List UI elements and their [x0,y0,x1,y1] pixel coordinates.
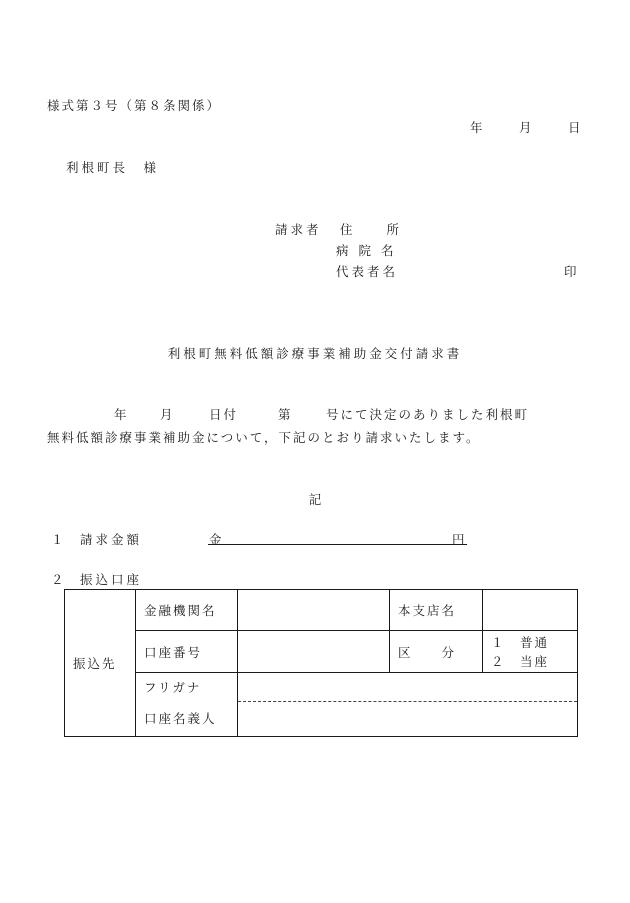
body-month: 月 [160,407,173,422]
body-number-prefix: 第 [278,407,291,422]
ki-heading: 記 [308,492,322,507]
body-line1-text: 号にて決定のありました利根町 [326,407,530,422]
item1-number: １ [51,532,64,547]
transfer-destination-label: 振込先 [65,590,136,737]
requester-hospital-name-label: 病 院 名 [336,243,397,258]
furigana-divider [238,701,577,702]
addressee: 利根町長 様 [66,160,160,175]
table-row-holder [65,701,578,737]
item1-label: 請求金額 [80,532,143,547]
table-row-bank [65,590,578,631]
account-holder-label: 口座名義人 [136,701,238,737]
body-year: 年 [114,407,127,422]
item2-number: ２ [51,572,64,587]
table-row-furigana [65,673,578,701]
bank-name-label: 金融機関名 [136,590,238,631]
bank-account-table [64,589,578,737]
account-type-label: 区 分 [390,631,483,673]
date-month: 月 [519,120,532,135]
amount-underline [208,544,467,545]
document-title: 利根町無料低額診療事業補助金交付請求書 [167,346,463,361]
date-year: 年 [470,120,483,135]
requester-representative-label: 代表者名 [336,264,399,279]
item2-label: 振込口座 [80,572,143,587]
body-date-suffix: 日付 [209,407,239,422]
account-type-options[interactable] [483,631,578,673]
account-number-field[interactable] [238,631,390,673]
requester-address-label: 住 所 [340,222,403,237]
account-number-label: 口座番号 [136,631,238,673]
branch-field[interactable] [483,590,578,631]
account-holder-field[interactable] [238,701,578,737]
form-number: 様式第３号（第８条関係） [47,98,222,113]
furigana-field[interactable] [238,673,578,701]
bank-name-field[interactable] [238,590,390,631]
furigana-label: フリガナ [136,673,238,701]
date-day: 日 [568,120,581,135]
requester-label: 請求者 [275,222,322,237]
table-row-account [65,631,578,673]
seal-mark: 印 [564,264,577,279]
amount-yen: 円 [452,532,465,547]
body-line2: 無料低額診療事業補助金について，下記のとおり請求いたします。 [47,430,481,445]
amount-kin: 金 [209,532,222,547]
account-type-option-checking[interactable]: ２ 当座 [491,653,550,669]
branch-label: 本支店名 [390,590,483,631]
account-type-option-ordinary[interactable]: １ 普通 [491,634,550,650]
